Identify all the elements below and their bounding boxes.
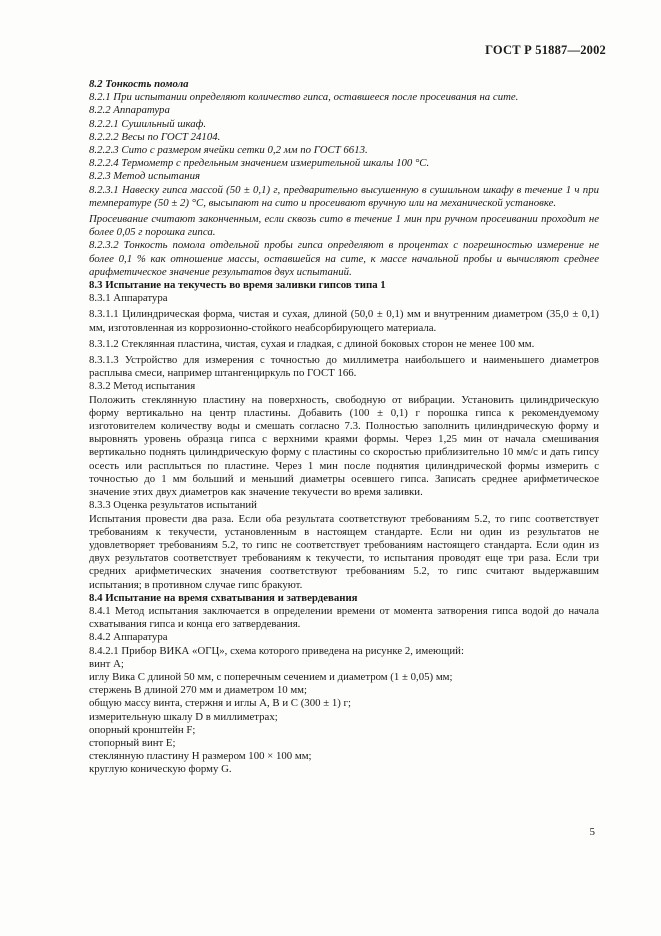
paragraph: Положить стеклянную пластину на поверхность, свободную от вибрации. Установить цилиндрическую форму вертикально на центр пластины. Добавить (100 ± 0,1) г порошка гипса к рекомендуемому изготовителем количеству воды и смешать согласно 7.3. Полностью заполнить цилиндрическую форму и выровнять уровень образца гипса с верхними краями формы. Через 1,25 мин от начала смешивания вертикально поднять цилиндрическую форму с пластины со скоростью приблизительно 10 мм/с и дать гипсу осесть или расплыться по пластине. Через 1 мин после поднятия цилиндрической формы измерить с точностью до 1 мм больший и меньший диаметры осевшего гипса. Записать среднее арифметическое значение этих двух диаметров как значение текучести во время заливки. <box>89 393 599 499</box>
paragraph: 8.3.1 Аппаратура <box>89 292 168 305</box>
paragraph: 8.2.2.4 Термометр с предельным значением измерительной шкалы 100 °С. <box>89 157 430 170</box>
paragraph: 8.3.2 Метод испытания <box>89 380 196 393</box>
paragraph: общую массу винта, стержня и иглы A, B и C (300 ± 1) г; <box>89 697 351 710</box>
paragraph: стержень B длиной 270 мм и диаметром 10 мм; <box>89 684 307 697</box>
paragraph: 8.4.1 Метод испытания заключается в определении времени от момента затворения гипса водой до начала схватывания гипса и конца его затвердевания. <box>89 604 599 631</box>
paragraph: 8.2.2 Аппаратура <box>89 104 170 117</box>
paragraph: 8.4.2 Аппаратура <box>89 631 168 644</box>
document-body <box>89 78 599 777</box>
paragraph: иглу Вика C длиной 50 мм, с поперечным сечением и диаметром (1 ± 0,05) мм; <box>89 670 453 683</box>
paragraph: круглую коническую форму G. <box>89 763 232 776</box>
paragraph: Просеивание считают законченным, если сквозь сито в течение 1 мин при ручном просеивании проходит не более 0,05 г порошка гипса. <box>89 213 599 239</box>
paragraph: 8.2.2.1 Сушильный шкаф. <box>89 117 207 130</box>
paragraph: опорный кронштейн F; <box>89 723 196 736</box>
paragraph: 8.2.3.1 Навеску гипса массой (50 ± 0,1) г, предварительно высушенную в сушильном шкафу в течение 1 ч при температуре (50 ± 2) °С, высыпают на сито и просеивают вручную или на механической установке. <box>89 183 599 209</box>
paragraph: Испытания провести два раза. Если оба результата соответствуют требованиям 5.2, то гипс соответствует требованиям к текучести, установленным в настоящем стандарте. Если ни один из результатов не удовлетворяет требованиям 5.2, то гипс не соответствует требованиям настоящего стандарта. Если один из двух результатов соответствует требованиям к текучести, то испытания проводят еще три раза. Если три средних арифметических значения соответствуют требованиям 5.2, то гипс считают выдержавшим испытания; в противном случае гипс бракуют. <box>89 512 599 591</box>
paragraph: 8.2.2.2 Весы по ГОСТ 24104. <box>89 130 221 143</box>
paragraph: 8.3 Испытание на текучесть во время заливки гипсов типа 1 <box>89 279 386 292</box>
paragraph: 8.2.3 Метод испытания <box>89 170 201 183</box>
paragraph: измерительную шкалу D в миллиметрах; <box>89 710 278 723</box>
paragraph: 8.2.2.3 Сито с размером ячейки сетки 0,2 мм по ГОСТ 6613. <box>89 144 368 157</box>
paragraph: 8.3.3 Оценка результатов испытаний <box>89 499 257 512</box>
paragraph: стеклянную пластину H размером 100 × 100 мм; <box>89 750 312 763</box>
page-number: 5 <box>589 826 595 838</box>
paragraph: 8.2.1 При испытании определяют количество гипса, оставшееся после просеивания на сите. <box>89 91 519 104</box>
paragraph: 8.2 Тонкость помола <box>89 78 189 90</box>
paragraph: 8.4 Испытание на время схватывания и затвердевания <box>89 591 358 604</box>
paragraph: винт A; <box>89 657 124 670</box>
paragraph: стопорный винт E; <box>89 736 176 749</box>
paragraph: 8.3.1.1 Цилиндрическая форма, чистая и сухая, длиной (50,0 ± 0,1) мм и внутренним диаметром (35,0 ± 0,1) мм, изготовленная из коррозионно-стойкого неабсорбирующего материала. <box>89 308 599 334</box>
document-header: ГОСТ Р 51887—2002 <box>485 43 606 57</box>
paragraph: 8.3.1.2 Стеклянная пластина, чистая, сухая и гладкая, с длиной боковых сторон не менее 100 мм. <box>89 337 535 350</box>
paragraph: 8.4.2.1 Прибор ВИКА «ОГЦ», схема которого приведена на рисунке 2, имеющий: <box>89 644 464 657</box>
paragraph: 8.3.1.3 Устройство для измерения с точностью до миллиметра наибольшего и наименьшего диаметров расплыва смеси, например штангенциркуль по ГОСТ 166. <box>89 354 599 380</box>
paragraph: 8.2.3.2 Тонкость помола отдельной пробы гипса определяют в процентах с погрешностью измерение не более 0,1 % как отношение массы, оставшейся на сите, к массе начальной пробы и вычисляют среднее арифметическое значение результатов двух испытаний. <box>89 239 599 278</box>
